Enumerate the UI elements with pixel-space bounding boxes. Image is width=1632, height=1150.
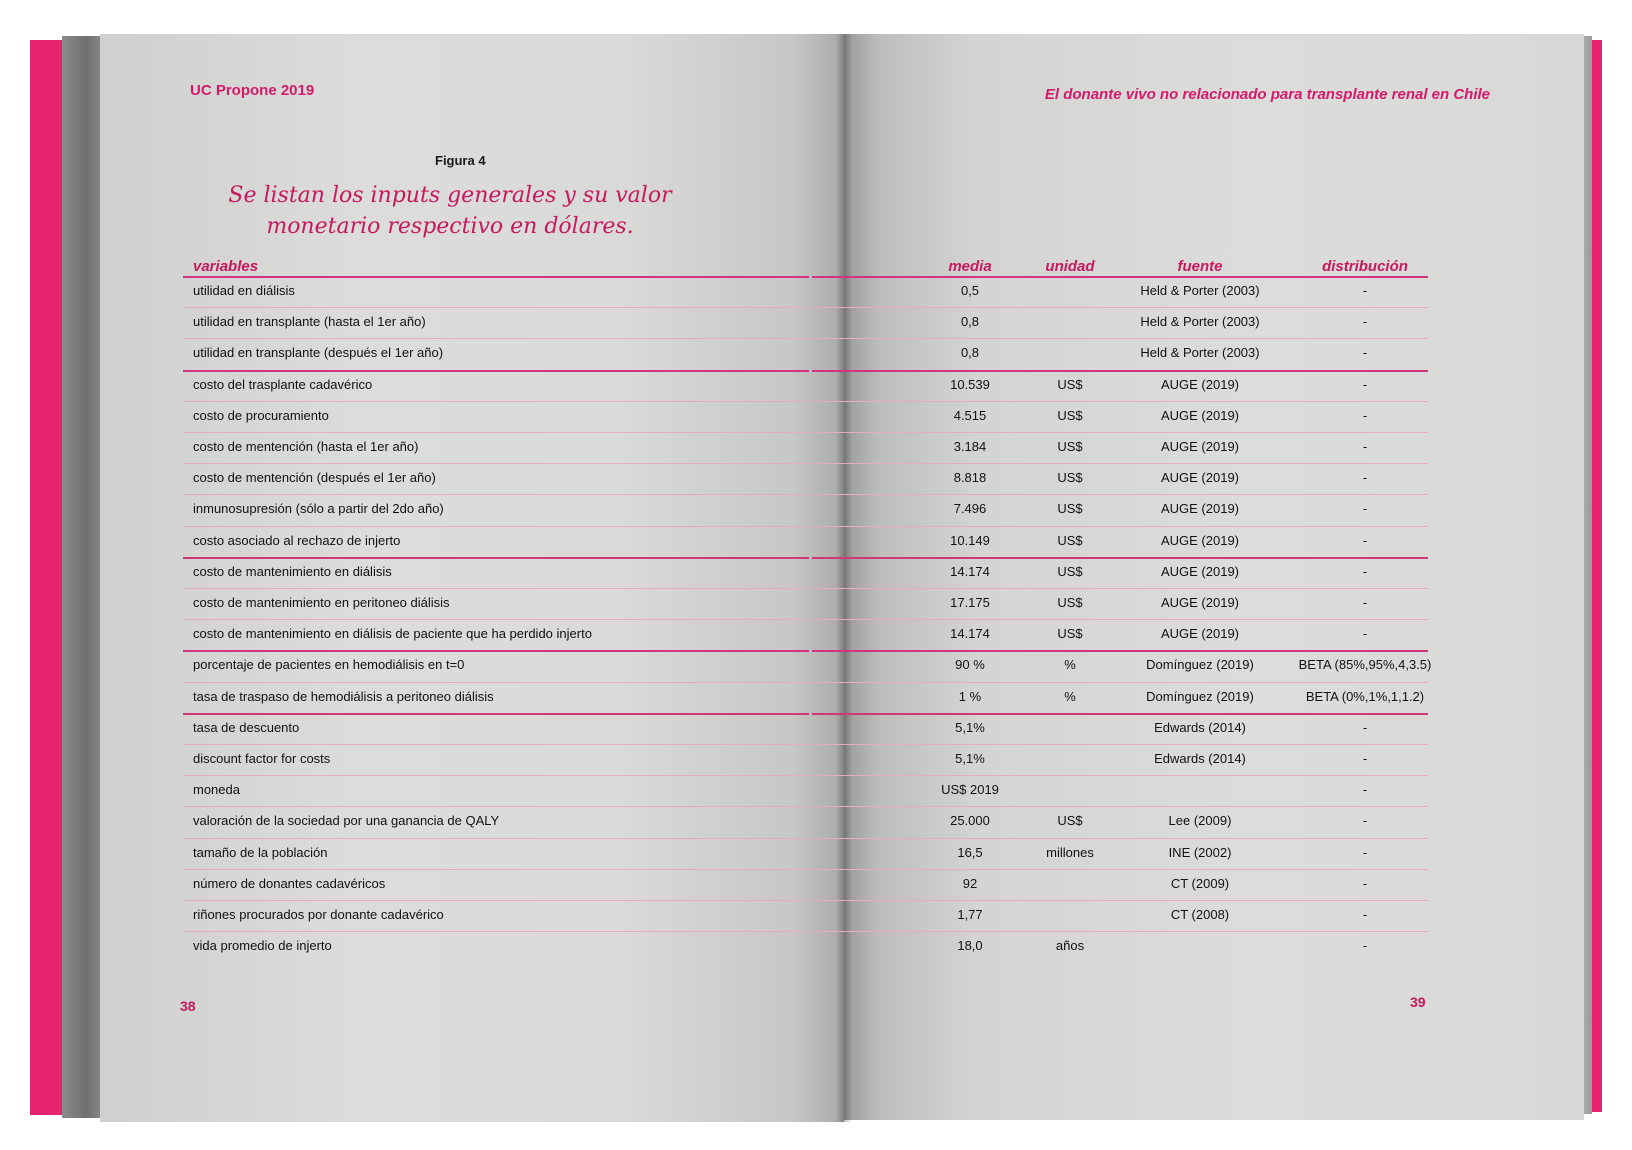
running-header-left: UC Propone 2019 [190,82,315,99]
cell-fuente: AUGE (2019) [1160,376,1240,392]
row-divider [183,900,809,901]
cell-distribucion: - [1362,938,1368,954]
cell-media: 7.496 [953,501,987,517]
cell-unidad: US$ [1057,439,1083,454]
cell-distribucion: - [1362,626,1368,642]
row-divider [812,806,1428,807]
cell-distribucion: - [1362,345,1368,361]
column-header-distribucion: distribución [1322,258,1408,275]
row-divider [812,370,1428,372]
row-divider [183,775,809,776]
row-divider [812,526,1428,527]
row-divider [183,526,809,527]
cell-fuente: Held & Porter (2003) [1140,283,1260,298]
row-divider [812,432,1428,433]
cell-media: 10.539 [950,376,990,392]
cell-unidad: US$ [1057,376,1083,392]
page-stack-left [62,36,102,1118]
column-header-media: media [948,258,992,275]
cell-variable: tasa de traspaso de hemodiálisis a peritoneo diálisis [193,688,494,704]
row-divider [812,401,1428,402]
cell-fuente: Held & Porter (2003) [1140,314,1260,330]
cell-variable: utilidad en diálisis [193,283,295,298]
figure-title [220,180,680,242]
cell-media: 18,0 [957,938,983,954]
row-divider [812,682,1428,683]
row-divider [183,370,809,372]
cell-variable: costo asociado al rechazo de injerto [193,532,401,548]
cell-fuente: Lee (2009) [1168,813,1232,829]
row-divider [183,432,809,433]
cell-unidad: US$ [1057,501,1083,517]
cell-fuente: Domínguez (2019) [1146,657,1254,673]
row-divider [183,494,809,495]
cell-variable: utilidad en transplante (hasta el 1er año) [193,314,426,330]
cell-media: 16,5 [957,844,983,860]
row-divider [183,401,809,402]
row-divider [183,838,809,839]
cell-distribucion: - [1362,376,1368,392]
cell-distribucion: - [1362,501,1368,517]
cell-fuente: Domínguez (2019) [1146,688,1254,704]
cell-unidad: US$ [1057,563,1083,579]
cell-distribucion: - [1362,407,1368,423]
cell-unidad: US$ [1057,470,1083,486]
column-header-variables: variables [193,258,259,275]
cell-media: 0,8 [960,345,980,361]
cell-unidad: US$ [1057,626,1083,642]
cell-distribucion: - [1362,907,1368,922]
cell-variable: costo de mantenimiento en diálisis [193,563,392,579]
cell-media: 1,77 [957,907,983,922]
row-divider [812,307,1428,308]
cell-unidad: US$ [1057,595,1083,610]
row-divider [183,557,809,559]
cell-media: 14.174 [950,626,990,642]
cell-variable: tamaño de la población [193,844,328,860]
cell-fuente: Edwards (2014) [1154,719,1246,735]
row-divider [183,307,809,308]
cell-media: 8.818 [953,470,987,486]
cell-fuente: AUGE (2019) [1160,439,1240,454]
row-divider [812,775,1428,776]
cell-fuente: INE (2002) [1168,844,1232,860]
cell-media: 90 % [955,657,985,673]
cell-unidad: millones [1046,844,1094,860]
cell-variable: costo de procuramiento [193,407,329,423]
row-divider [812,276,1428,278]
row-divider [183,588,809,589]
cell-distribucion: - [1362,875,1368,891]
cell-distribucion: - [1362,470,1368,486]
cell-distribucion: - [1362,439,1368,454]
cell-unidad: años [1055,938,1085,954]
cell-fuente: CT (2008) [1170,907,1230,922]
cell-unidad: % [1064,657,1076,673]
cell-fuente: AUGE (2019) [1160,626,1240,642]
figure-title-line-1: Se listan los inputs generales y su valor [228,183,672,208]
row-divider [812,713,1428,715]
cell-fuente: AUGE (2019) [1160,407,1240,423]
cell-fuente: Held & Porter (2003) [1140,345,1260,361]
row-divider [812,650,1428,652]
cell-variable: costo de mantenimiento en diálisis de paciente que ha perdido injerto [193,626,592,642]
column-header-unidad: unidad [1045,258,1095,275]
row-divider [812,619,1428,620]
row-divider [812,494,1428,495]
row-divider [812,869,1428,870]
cell-fuente: AUGE (2019) [1160,470,1240,486]
cell-variable: número de donantes cadavéricos [193,875,386,891]
running-header-right: El donante vivo no relacionado para transplante renal en Chile [1044,86,1490,103]
cell-variable: vida promedio de injerto [193,938,332,954]
cell-media: 92 [962,875,978,891]
page-number-left: 38 [180,998,196,1014]
row-divider [183,869,809,870]
cell-distribucion: - [1362,719,1368,735]
cell-variable: utilidad en transplante (después el 1er año) [193,345,444,361]
cell-fuente: Edwards (2014) [1154,751,1246,766]
cell-media: 10.149 [950,532,990,548]
cell-variable: costo de mentención (hasta el 1er año) [193,439,419,454]
cell-variable: riñones procurados por donante cadavérico [193,907,444,922]
cell-distribucion: - [1362,782,1368,798]
row-divider [812,557,1428,559]
cell-variable: inmunosupresión (sólo a partir del 2do año) [193,501,444,517]
cell-media: 0,8 [960,314,980,330]
cell-distribucion: - [1362,563,1368,579]
cell-distribucion: - [1362,314,1368,330]
row-divider [812,931,1428,932]
cell-variable: valoración de la sociedad por una ganancia de QALY [193,813,500,829]
cell-media: US$ 2019 [941,782,999,798]
cell-distribucion: BETA (0%,1%,1,1.2) [1305,688,1425,704]
row-divider [812,744,1428,745]
row-divider [812,900,1428,901]
cell-distribucion: - [1362,751,1368,766]
cell-unidad: US$ [1057,532,1083,548]
row-divider [183,619,809,620]
row-divider [812,588,1428,589]
row-divider [183,338,809,339]
cell-unidad: US$ [1057,813,1083,829]
cell-media: 14.174 [950,563,990,579]
cell-variable: costo de mentención (después el 1er año) [193,470,436,486]
cell-media: 1 % [958,688,982,704]
row-divider [812,463,1428,464]
cell-media: 3.184 [953,439,987,454]
row-divider [183,931,809,932]
cell-distribucion: BETA (85%,95%,4,3.5) [1298,657,1432,673]
column-header-fuente: fuente [1177,258,1223,275]
cell-media: 25.000 [950,813,990,829]
cell-variable: porcentaje de pacientes en hemodiálisis en t=0 [193,657,465,673]
cell-unidad: % [1064,688,1076,704]
book-gutter [836,34,852,1122]
cell-fuente: AUGE (2019) [1160,532,1240,548]
cell-variable: costo del trasplante cadavérico [193,376,373,392]
cell-distribucion: - [1362,595,1368,610]
cell-media: 0,5 [960,283,980,298]
cell-fuente: CT (2009) [1170,875,1230,891]
row-divider [183,682,809,683]
row-divider [183,713,809,715]
row-divider [812,338,1428,339]
cell-fuente: AUGE (2019) [1160,563,1240,579]
cell-fuente: AUGE (2019) [1160,501,1240,517]
cell-media: 17.175 [950,595,990,610]
figure-title-line-2: monetario respectivo en dólares. [266,214,634,239]
row-divider [183,806,809,807]
row-divider [183,650,809,652]
cell-distribucion: - [1362,283,1368,298]
figure-label: Figura 4 [435,153,486,168]
cell-variable: tasa de descuento [193,719,300,735]
cell-media: 5,1% [955,751,985,766]
row-divider [183,463,809,464]
row-divider [183,276,809,278]
cell-unidad: US$ [1057,407,1083,423]
page-number-right: 39 [1410,994,1426,1010]
row-divider [812,838,1428,839]
row-divider [183,744,809,745]
cell-distribucion: - [1362,844,1368,860]
cell-media: 5,1% [955,719,985,735]
cell-media: 4.515 [953,407,987,423]
cell-variable: costo de mantenimiento en peritoneo diálisis [193,595,450,610]
cell-fuente: AUGE (2019) [1160,595,1240,610]
cell-distribucion: - [1362,532,1368,548]
cell-variable: discount factor for costs [193,751,331,766]
cell-distribucion: - [1362,813,1368,829]
cell-variable: moneda [193,782,240,798]
